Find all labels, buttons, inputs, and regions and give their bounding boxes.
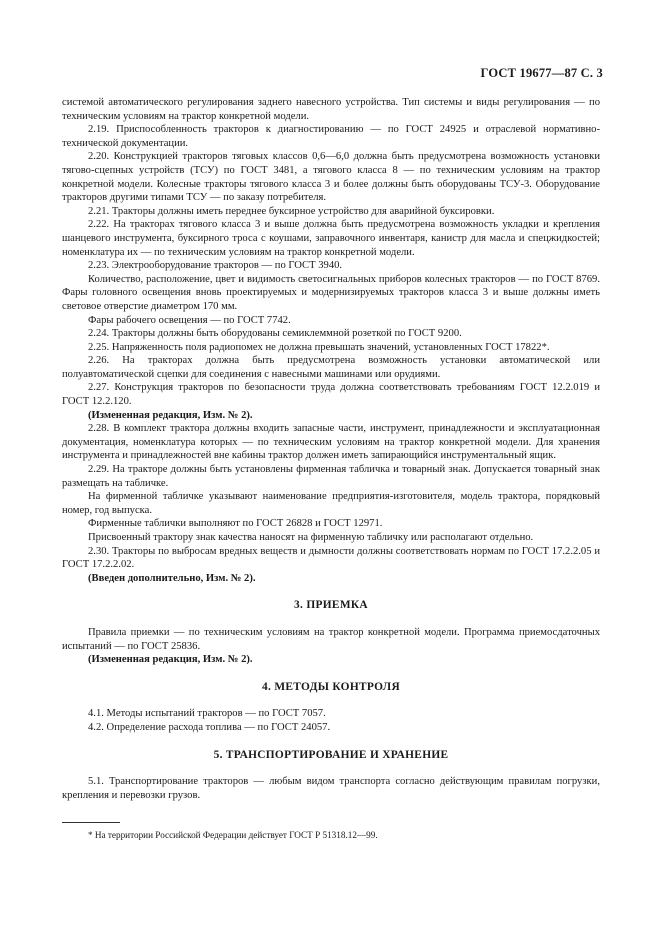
section-heading-transport-storage: 5. ТРАНСПОРТИРОВАНИЕ И ХРАНЕНИЕ: [213, 748, 449, 761]
section-heading-test-methods: 4. МЕТОДЫ КОНТРОЛЯ: [262, 680, 400, 693]
amendment-note: (Измененная редакция, Изм. № 2).: [88, 409, 253, 421]
section3-paragraphs: [62, 626, 600, 667]
paragraph: 2.26. На тракторах должна быть предусмотрена возможность установки автоматической или полуавтоматической сцепки для соединения с навесными машинами или орудиями.: [62, 355, 600, 380]
paragraph: 2.19. Приспособленность тракторов к диагностированию — по ГОСТ 24925 и отраслевой нормативно-технической документации.: [62, 124, 600, 149]
section2-paragraphs: [62, 96, 600, 585]
paragraph: 2.24. Тракторы должны быть оборудованы семиклеммной розеткой по ГОСТ 9200.: [88, 328, 462, 340]
paragraph: 2.28. В комплект трактора должны входить запасные части, инструмент, принадлежности и эксплуатационная документация, номенклатура которых — по техническим условиям на трактор конкретной модели. Для хранения инструмента и принадлежностей вне кабины трактор должен иметь запирающийся инструментальный ящик.: [62, 423, 600, 462]
paragraph: 4.1. Методы испытаний тракторов — по ГОСТ 7057.: [88, 708, 326, 720]
section4-paragraphs: [62, 707, 600, 734]
paragraph: 2.30. Тракторы по выбросам вредных веществ и дымности должны соответствовать нормам по ГОСТ 17.2.2.05 и ГОСТ 17.2.2.02.: [62, 545, 600, 571]
paragraph: Фирменные таблички выполняют по ГОСТ 26828 и ГОСТ 12971.: [88, 518, 383, 530]
amendment-note: (Измененная редакция, Изм. № 2).: [88, 654, 253, 666]
amendment-note: (Введен дополнительно, Изм. № 2).: [88, 572, 256, 584]
paragraph: системой автоматического регулирования заднего навесного устройства. Тип системы и виды регулирования — по техническим условиям на трактор конкретной модели.: [62, 97, 600, 122]
paragraph: 2.29. На тракторе должны быть установлены фирменная табличка и товарный знак. Допускается товарный знак размещать на табличке.: [62, 464, 600, 489]
paragraph: Присвоенный трактору знак качества наносят на фирменную табличку или располагают отдельно.: [88, 532, 534, 543]
paragraph: 2.23. Электрооборудование тракторов — по ГОСТ 3940.: [88, 260, 343, 272]
paragraph: 2.22. На тракторах тягового класса 3 и выше должна быть предусмотрена возможность укладки и крепления шанцевого инструмента, буксирного троса с коушами, заправочного инвентаря, канистр для масла и спецжидкостей; номенклатура их — по техническим условиям на трактор конкретной модели.: [62, 219, 600, 258]
page-header: ГОСТ 19677—87 С. 3: [480, 66, 603, 80]
paragraph: Количество, расположение, цвет и видимость светосигнальных приборов колесных тракторов — по ГОСТ 8769. Фары головного освещения вновь проектируемых и модернизируемых тракторов класса 3 и выше должны иметь световое отверстие диаметром 170 мм.: [62, 273, 600, 312]
paragraph: 2.21. Тракторы должны иметь переднее буксирное устройство для аварийной буксировки.: [88, 205, 495, 217]
section-heading-acceptance: 3. ПРИЕМКА: [294, 599, 368, 612]
paragraph: 2.27. Конструкция тракторов по безопасности труда должна соответствовать требованиям ГОСТ 12.2.019 и ГОСТ 12.2.120.: [62, 382, 600, 408]
paragraph: 2.25. Напряженность поля радиопомех не должна превышать значений, установленных ГОСТ 17822*.: [88, 341, 550, 353]
footnote-separator: [62, 822, 120, 823]
paragraph: 2.20. Конструкцией тракторов тяговых классов 0,6—6,0 должна быть предусмотрена возможность установки тягово-сцепных устройств (ТСУ) по ГОСТ 3481, а тягового класса 8 — по техническим условиям на трактор конкретной модели. Колесные тракторы тягового класса 3 и более должны быть оборудованы ТСУ-3. Оборудование тракторов другими типами ТСУ — по заказу потребителя.: [62, 151, 600, 204]
paragraph: На фирменной табличке указывают наименование предприятия-изготовителя, модель трактора, порядковый номер, год выпуска.: [62, 491, 600, 516]
paragraph: 5.1. Транспортирование тракторов — любым видом транспорта согласно действующим правилам погрузки, крепления и перевозки грузов.: [62, 776, 600, 801]
paragraph: 4.2. Определение расхода топлива — по ГОСТ 24057.: [88, 721, 331, 733]
paragraph: Правила приемки — по техническим условиям на трактор конкретной модели. Программа приемосдаточных испытаний — по ГОСТ 25836.: [62, 626, 600, 652]
section5-paragraphs: [62, 775, 600, 802]
footnote: * На территории Российской Федерации действует ГОСТ Р 51318.12—99.: [88, 830, 378, 840]
paragraph: Фары рабочего освещения — по ГОСТ 7742.: [88, 314, 291, 326]
document-body: [62, 96, 600, 802]
